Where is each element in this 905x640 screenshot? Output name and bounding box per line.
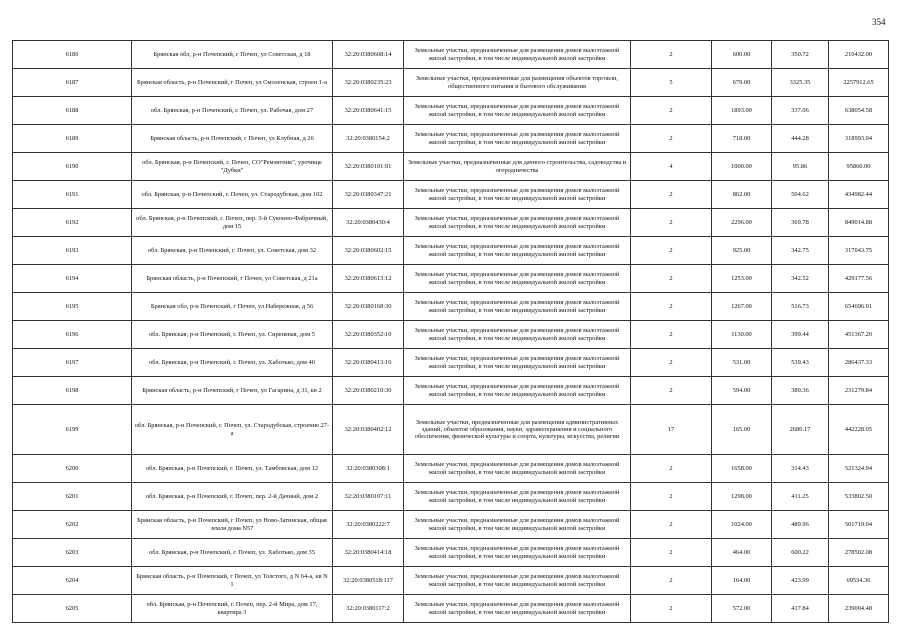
specific-value-cell: 516.73 (772, 293, 829, 321)
page-number: 354 (872, 17, 886, 27)
table-row (13, 321, 889, 349)
specific-value-cell: 489.96 (772, 511, 829, 539)
land-use-purpose-cell: Земельные участки, предназначенные для размещения домов малоэтажной жилой застройки, в том числе индивидуальной жилой застройки (404, 265, 631, 293)
cadastral-number-cell: 32:20:0380413:16 (333, 349, 404, 377)
specific-value-cell: 399.44 (772, 321, 829, 349)
land-use-purpose-cell: Земельные участки, предназначенные для размещения объектов торговли, общественного питания и бытового обслуживания (404, 69, 631, 97)
area-cell: 594.00 (712, 377, 772, 405)
address-cell: обл. Брянская, р-н Почепский, г. Почеп, пер. 3-й Суконно-Фабричный, дом 15 (132, 209, 333, 237)
row-number-cell: 6195 (13, 293, 132, 321)
table-row (13, 209, 889, 237)
land-use-purpose-cell: Земельные участки, предназначенные для размещения домов малоэтажной жилой застройки, в том числе индивидуальной жилой застройки (404, 377, 631, 405)
cadastral-value-cell: 210432.00 (829, 41, 889, 69)
row-number-cell: 6205 (13, 595, 132, 623)
address-cell: Брянская область, р-н Почепский, г Почеп, ул Толстого, д N 64-а, кв N 1 (132, 567, 333, 595)
cadastral-value-cell: 278502.08 (829, 539, 889, 567)
cadastral-number-cell: 32:20:0380518:117 (333, 567, 404, 595)
cadastral-value-cell: 434982.44 (829, 181, 889, 209)
table-row (13, 293, 889, 321)
land-use-purpose-cell: Земельные участки, предназначенные для размещения домов малоэтажной жилой застройки, в том числе индивидуальной жилой застройки (404, 483, 631, 511)
cadastral-value-cell: 318993.04 (829, 125, 889, 153)
cadastral-value-cell: 2257912.65 (829, 69, 889, 97)
cadastral-number-cell: 32:20:0380154:2 (333, 125, 404, 153)
row-number-cell: 6193 (13, 237, 132, 265)
cadastral-value-cell: 286437.33 (829, 349, 889, 377)
group-cell: 2 (631, 567, 712, 595)
table-row (13, 97, 889, 125)
row-number-cell: 6188 (13, 97, 132, 125)
land-use-purpose-cell: Земельные участки, предназначенные для размещения домов малоэтажной жилой застройки, в том числе индивидуальной жилой застройки (404, 41, 631, 69)
specific-value-cell: 539.43 (772, 349, 829, 377)
specific-value-cell: 3325.35 (772, 69, 829, 97)
cadastral-value-cell: 429177.56 (829, 265, 889, 293)
land-use-purpose-cell: Земельные участки, предназначенные для размещения домов малоэтажной жилой застройки, в том числе индивидуальной жилой застройки (404, 293, 631, 321)
group-cell: 2 (631, 41, 712, 69)
land-use-purpose-cell: Земельные участки, предназначенные для размещения домов малоэтажной жилой застройки, в том числе индивидуальной жилой застройки (404, 237, 631, 265)
area-cell: 862.00 (712, 181, 772, 209)
cadastral-number-cell: 32:20:0380308:1 (333, 455, 404, 483)
table-row (13, 567, 889, 595)
specific-value-cell: 411.25 (772, 483, 829, 511)
row-number-cell: 6204 (13, 567, 132, 595)
table-row (13, 237, 889, 265)
cadastral-value-cell: 654696.91 (829, 293, 889, 321)
specific-value-cell: 417.84 (772, 595, 829, 623)
area-cell: 2296.00 (712, 209, 772, 237)
address-cell: Брянская область, р-н Почепский, г Почеп, ул Ново-Затинская, общая земля дома N57 (132, 511, 333, 539)
address-cell: Брянская область, р-н Почепский, г Почеп, ул Смоленская, строен 1-а (132, 69, 333, 97)
cadastral-number-cell: 32:20:0380222:7 (333, 511, 404, 539)
address-cell: обл. Брянская, р-н Почепский, г. Почеп, ул. Стародубская, дом 102 (132, 181, 333, 209)
address-cell: обл. Брянская, р-н Почепский, г. Почеп, ул. Сиреневая, дом 5 (132, 321, 333, 349)
area-cell: 1253.00 (712, 265, 772, 293)
row-number-cell: 6199 (13, 405, 132, 455)
area-cell: 1893.00 (712, 97, 772, 125)
area-cell: 600.00 (712, 41, 772, 69)
specific-value-cell: 600.22 (772, 539, 829, 567)
row-number-cell: 6203 (13, 539, 132, 567)
cadastral-number-cell: 32:20:0380602:15 (333, 237, 404, 265)
land-use-purpose-cell: Земельные участки, предназначенные для размещения административных зданий, объектов образования, науки, здравоохранения и социального обеспечения, физической культуры и спорта, культуры, искусства, религии (404, 405, 631, 455)
table-row (13, 181, 889, 209)
row-number-cell: 6191 (13, 181, 132, 209)
group-cell: 2 (631, 237, 712, 265)
group-cell: 2 (631, 511, 712, 539)
land-use-purpose-cell: Земельные участки, предназначенные для размещения домов малоэтажной жилой застройки, в том числе индивидуальной жилой застройки (404, 567, 631, 595)
specific-value-cell: 444.28 (772, 125, 829, 153)
table-row (13, 265, 889, 293)
specific-value-cell: 389.36 (772, 377, 829, 405)
area-cell: 1130.00 (712, 321, 772, 349)
specific-value-cell: 350.72 (772, 41, 829, 69)
table-row (13, 595, 889, 623)
cadastral-number-cell: 32:20:0380210:30 (333, 377, 404, 405)
specific-value-cell: 337.06 (772, 97, 829, 125)
area-cell: 1024.00 (712, 511, 772, 539)
address-cell: обл. Брянская, р-н Почепский, г. Почеп, СО"Ремзитник", урочище "Дубки" (132, 153, 333, 181)
cadastral-number-cell: 32:20:0380414:18 (333, 539, 404, 567)
land-use-purpose-cell: Земельные участки, предназначенные для размещения домов малоэтажной жилой застройки, в том числе индивидуальной жилой застройки (404, 209, 631, 237)
address-cell: обл. Брянская, р-н Почепский, г. Почеп, пер. 2-й Мира, дом 17, квартира 3 (132, 595, 333, 623)
address-cell: обл. Брянская, р-н Почепский, г. Почеп, ул. Тамбовская, дом 12 (132, 455, 333, 483)
group-cell: 2 (631, 265, 712, 293)
cadastral-number-cell: 32:20:0380641:15 (333, 97, 404, 125)
address-cell: Брянская область, р-н Почепский, г Почеп, ул Гагарина, д 31, кв 2 (132, 377, 333, 405)
table-row (13, 511, 889, 539)
address-cell: обл. Брянская, р-н Почепский, г. Почеп, ул. Советская, дом 32 (132, 237, 333, 265)
table-row (13, 125, 889, 153)
cadastral-value-cell: 638054.58 (829, 97, 889, 125)
land-use-purpose-cell: Земельные участки, предназначенные для размещения домов малоэтажной жилой застройки, в том числе индивидуальной жилой застройки (404, 595, 631, 623)
cadastral-number-cell: 32:20:0380430:4 (333, 209, 404, 237)
group-cell: 2 (631, 209, 712, 237)
register-body (13, 41, 889, 623)
group-cell: 4 (631, 153, 712, 181)
table-row (13, 483, 889, 511)
land-use-purpose-cell: Земельные участки, предназначенные для дачного строительства, садоводства и огородничества (404, 153, 631, 181)
cadastral-number-cell: 32:20:0380168:30 (333, 293, 404, 321)
cadastral-value-cell: 849014.88 (829, 209, 889, 237)
land-use-purpose-cell: Земельные участки, предназначенные для размещения домов малоэтажной жилой застройки, в том числе индивидуальной жилой застройки (404, 539, 631, 567)
cadastral-number-cell: 32:20:0380235:23 (333, 69, 404, 97)
group-cell: 2 (631, 455, 712, 483)
table-row (13, 69, 889, 97)
cadastral-value-cell: 521324.94 (829, 455, 889, 483)
cadastral-value-cell: 533802.50 (829, 483, 889, 511)
row-number-cell: 6192 (13, 209, 132, 237)
group-cell: 2 (631, 539, 712, 567)
row-number-cell: 6190 (13, 153, 132, 181)
address-cell: обл. Брянская, р-н Почепский, г. Почеп, ул. Рабочая, дом 27 (132, 97, 333, 125)
address-cell: Брянская область, р-н Почепский, г Почеп, ул Клубная, д 26 (132, 125, 333, 153)
group-cell: 2 (631, 595, 712, 623)
area-cell: 1658.00 (712, 455, 772, 483)
address-cell: обл. Брянская, р-н Почепский, г. Почеп, ул. Стародубская, строение 27-а (132, 405, 333, 455)
cadastral-value-cell: 317043.75 (829, 237, 889, 265)
table-row (13, 405, 889, 455)
area-cell: 925.00 (712, 237, 772, 265)
cadastral-number-cell: 32:20:0380352:10 (333, 321, 404, 349)
group-cell: 17 (631, 405, 712, 455)
cadastral-number-cell: 32:20:0380117:2 (333, 595, 404, 623)
area-cell: 1298.00 (712, 483, 772, 511)
land-use-purpose-cell: Земельные участки, предназначенные для размещения домов малоэтажной жилой застройки, в том числе индивидуальной жилой застройки (404, 349, 631, 377)
area-cell: 1000.00 (712, 153, 772, 181)
land-use-purpose-cell: Земельные участки, предназначенные для размещения домов малоэтажной жилой застройки, в том числе индивидуальной жилой застройки (404, 125, 631, 153)
row-number-cell: 6198 (13, 377, 132, 405)
cadastral-number-cell: 32:20:0380101:91 (333, 153, 404, 181)
row-number-cell: 6186 (13, 41, 132, 69)
address-cell: Брянская обл, р-н Почепский, г Почеп, ул Набережная, д 56 (132, 293, 333, 321)
row-number-cell: 6197 (13, 349, 132, 377)
specific-value-cell: 342.75 (772, 237, 829, 265)
group-cell: 2 (631, 321, 712, 349)
cadastral-register-table (12, 40, 889, 623)
cadastral-number-cell: 32:20:0380608:14 (333, 41, 404, 69)
specific-value-cell: 423.99 (772, 567, 829, 595)
land-use-purpose-cell: Земельные участки, предназначенные для размещения домов малоэтажной жилой застройки, в том числе индивидуальной жилой застройки (404, 321, 631, 349)
cadastral-number-cell: 32:20:0380347:21 (333, 181, 404, 209)
row-number-cell: 6194 (13, 265, 132, 293)
address-cell: обл. Брянская, р-н Почепский, г. Почеп, пер. 2-й Дачный, дом 2 (132, 483, 333, 511)
land-use-purpose-cell: Земельные участки, предназначенные для размещения домов малоэтажной жилой застройки, в том числе индивидуальной жилой застройки (404, 511, 631, 539)
cadastral-number-cell: 32:20:0380402:12 (333, 405, 404, 455)
table-row (13, 455, 889, 483)
area-cell: 572.00 (712, 595, 772, 623)
row-number-cell: 6189 (13, 125, 132, 153)
group-cell: 5 (631, 69, 712, 97)
land-use-purpose-cell: Земельные участки, предназначенные для размещения домов малоэтажной жилой застройки, в том числе индивидуальной жилой застройки (404, 97, 631, 125)
address-cell: обл. Брянская, р-н Почепский, г. Почеп, ул. Хаботько, дом 35 (132, 539, 333, 567)
group-cell: 2 (631, 293, 712, 321)
table-row (13, 41, 889, 69)
group-cell: 2 (631, 97, 712, 125)
group-cell: 2 (631, 349, 712, 377)
cadastral-value-cell: 95860.00 (829, 153, 889, 181)
cadastral-value-cell: 501719.04 (829, 511, 889, 539)
group-cell: 2 (631, 377, 712, 405)
group-cell: 2 (631, 181, 712, 209)
cadastral-value-cell: 239004.48 (829, 595, 889, 623)
area-cell: 718.00 (712, 125, 772, 153)
row-number-cell: 6187 (13, 69, 132, 97)
area-cell: 165.00 (712, 405, 772, 455)
table-row (13, 153, 889, 181)
cadastral-value-cell: 69534.36 (829, 567, 889, 595)
table-row (13, 377, 889, 405)
row-number-cell: 6202 (13, 511, 132, 539)
specific-value-cell: 95.86 (772, 153, 829, 181)
group-cell: 2 (631, 125, 712, 153)
specific-value-cell: 314.43 (772, 455, 829, 483)
specific-value-cell: 369.78 (772, 209, 829, 237)
specific-value-cell: 504.62 (772, 181, 829, 209)
table-row (13, 539, 889, 567)
cadastral-value-cell: 231279.84 (829, 377, 889, 405)
row-number-cell: 6196 (13, 321, 132, 349)
row-number-cell: 6201 (13, 483, 132, 511)
cadastral-number-cell: 32:20:0380107:11 (333, 483, 404, 511)
area-cell: 164.00 (712, 567, 772, 595)
group-cell: 2 (631, 483, 712, 511)
table-row (13, 349, 889, 377)
land-use-purpose-cell: Земельные участки, предназначенные для размещения домов малоэтажной жилой застройки, в том числе индивидуальной жилой застройки (404, 455, 631, 483)
cadastral-value-cell: 442228.05 (829, 405, 889, 455)
address-cell: Брянская область, р-н Почепский, г Почеп, ул Советская, д 21а (132, 265, 333, 293)
address-cell: Брянская обл, р-н Почепский, г Почеп, ул Советская, д 18 (132, 41, 333, 69)
area-cell: 531.00 (712, 349, 772, 377)
address-cell: обл. Брянская, р-н Почепский, г. Почеп, ул. Хаботько, дом 40 (132, 349, 333, 377)
land-use-purpose-cell: Земельные участки, предназначенные для размещения домов малоэтажной жилой застройки, в том числе индивидуальной жилой застройки (404, 181, 631, 209)
cadastral-number-cell: 32:20:0380613:12 (333, 265, 404, 293)
specific-value-cell: 342.52 (772, 265, 829, 293)
area-cell: 464.00 (712, 539, 772, 567)
specific-value-cell: 2680.17 (772, 405, 829, 455)
area-cell: 1267.00 (712, 293, 772, 321)
cadastral-value-cell: 451367.20 (829, 321, 889, 349)
row-number-cell: 6200 (13, 455, 132, 483)
area-cell: 679.00 (712, 69, 772, 97)
